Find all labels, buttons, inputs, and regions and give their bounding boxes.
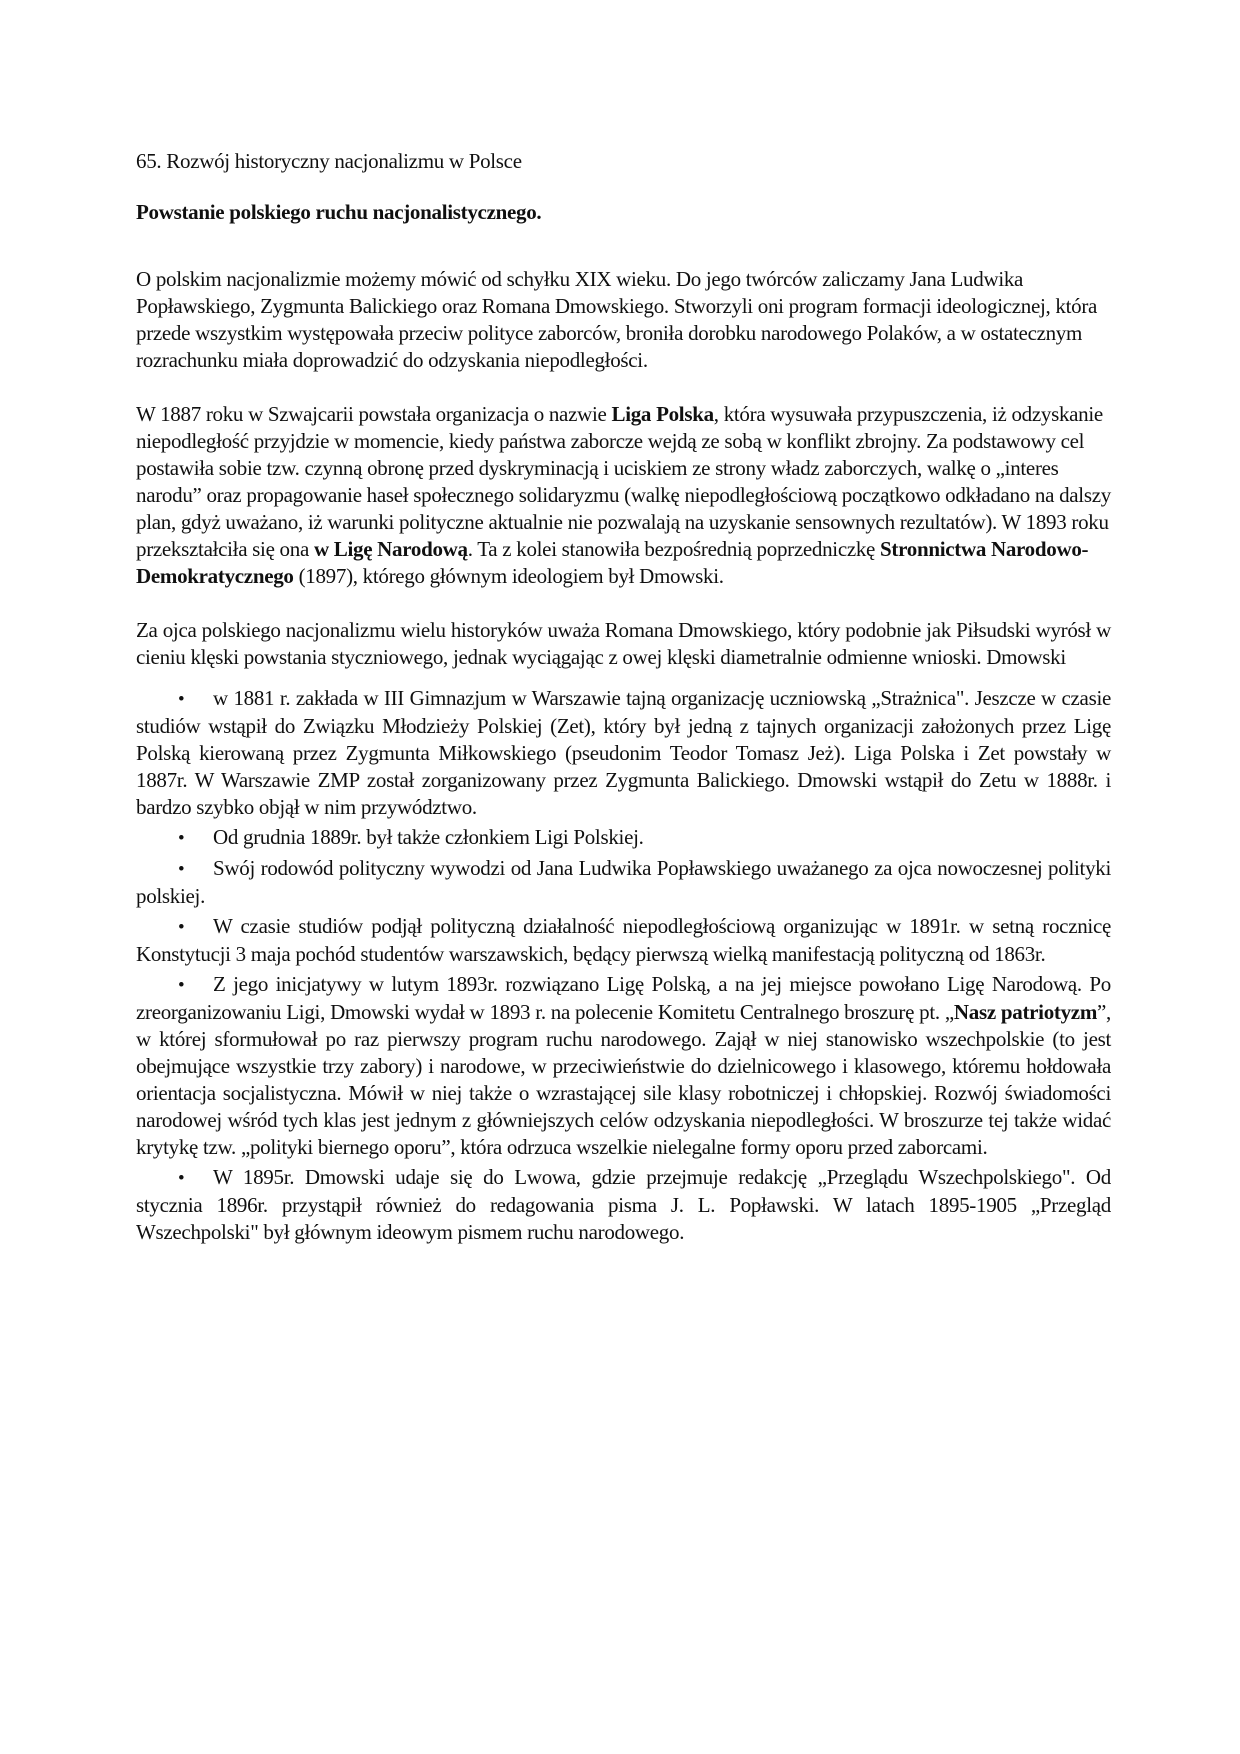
text-run: w 1881 r. zakłada w III Gimnazjum w Warszawie tajną organizację uczniowską „Strażnica". Jeszcze w czasie studiów wstąpił do Związku Młodzieży Polskiej (Zet), który był jedną z tajnych organizacji założonych przez Ligę Polską kierowaną przez Zygmunta Miłkowskiego (pseudonim Teodor Tomasz Jeż). Liga Polska i Zet powstały w 1887r. W Warszawie ZMP został zorganizowany przez Zygmunta Balickiego. Dmowski wstąpił do Zetu w 1888r. i bardzo szybko objął w nim przywództwo. [136,686,1111,819]
text-run: W 1887 roku w Szwajcarii powstała organizacja o nazwie [136,402,612,426]
text-run: (1897), którego głównym ideologiem był Dmowski. [293,564,724,588]
document-title: 65. Rozwój historyczny nacjonalizmu w Polsce [136,149,522,173]
paragraph-liga-polska [136,401,1111,590]
bullet-item-1881 [136,685,1111,821]
text-run: O polskim nacjonalizmie możemy mówić od schyłku XIX wieku. Do jego twórców zaliczamy Jana Ludwika Popławskiego, Zygmunta Balickiego oraz Romana Dmowskiego. Stworzyli oni program formacji ideologicznej, która przede wszystkim występowała przeciw polityce zaborców, broniła dorobku narodowego Polaków, a w ostatecznym rozrachunku miała doprowadzić do odzyskania niepodległości. [136,267,1098,372]
text-run: ”, w której sformułował po raz pierwszy program ruchu narodowego. Zajął w niej stanowisko wszechpolskie (to jest obejmujące wszystkie trzy zabory) i narodowe, w przeciwieństwie do dzielnicowego i klasowego, któremu hołdowała orientacja socjalistyczna. Mówił w niej także o wzrastającej sile klasy robotniczej i chłopskiej. Rozwój świadomości narodowej wśród tych klas jest jednym z główniejszych celów odzyskania niepodległości. W broszurze tej także widać krytykę tzw. „polityki biernego oporu”, która odrzuca wszelkie nielegalne formy oporu przed zaborcami. [136,1000,1111,1159]
text-run: . Ta z kolei stanowiła bezpośrednią poprzedniczkę [467,537,881,561]
paragraph-intro [136,266,1111,374]
bold-text-run: Nasz patriotyzm [953,1000,1098,1024]
bullet-marker-icon: • [178,917,185,938]
document-content [136,148,1111,1246]
bullet-item-1893 [136,971,1111,1161]
text-run: Od grudnia 1889r. był także członkiem Ligi Polskiej. [213,825,644,849]
bullet-marker-icon: • [178,1168,185,1189]
text-run: Za ojca polskiego nacjonalizmu wielu historyków uważa Romana Dmowskiego, który podobnie jak Piłsudski wyrósł w cieniu klęski powstania styczniowego, jednak wyciągając z owej klęski diametralnie odmienne wnioski. Dmowski [136,618,1111,669]
bullet-item-1895 [136,1164,1111,1246]
paragraph-dmowski [136,617,1111,671]
text-run: W 1895r. Dmowski udaje się do Lwowa, gdzie przejmuje redakcję „Przeglądu Wszechpolskiego". Od stycznia 1896r. przystąpił również do redagowania pisma J. L. Popławski. W latach 1895-1905 „Przegląd Wszechpolski" był głównym ideowym pismem ruchu narodowego. [136,1165,1111,1244]
bullet-item-studia [136,913,1111,968]
bullet-marker-icon: • [178,859,185,880]
text-run: Z jego inicjatywy w lutym 1893r. rozwiązano Ligę Polską, a na jej miejsce powołano Ligę Narodową. Po zreorganizowaniu Ligi, Dmowski wydał w 1893 r. na polecenie Komitetu Centralnego broszurę pt. „ [136,972,1111,1024]
section-heading: Powstanie polskiego ruchu nacjonalistycznego. [136,200,542,224]
bold-text-run: w Ligę Narodową [313,537,468,561]
bold-text-run: Stronnictwa Narodowo-Demokratycznego [136,537,1089,588]
bullet-marker-icon: • [178,975,185,996]
text-run: Swój rodowód polityczny wywodzi od Jana Ludwika Popławskiego uważanego za ojca nowoczesnej polityki polskiej. [136,856,1111,908]
bullet-item-1889 [136,824,1111,852]
text-run: W czasie studiów podjął polityczną działalność niepodległościową organizując w 1891r. w setną rocznicę Konstytucji 3 maja pochód studentów warszawskich, będący pierwszą wielką manifestacją polityczną od 1863r. [136,914,1111,966]
bullet-item-rodowod [136,855,1111,910]
bullet-marker-icon: • [178,828,185,849]
text-run: , która wysuwała przypuszczenia, iż odzyskanie niepodległość przyjdzie w momencie, kiedy państwa zaborcze wejdą ze sobą w konflikt zbrojny. Za podstawowy cel postawiła sobie tzw. czynną obronę przed dyskryminacją i uciskiem ze strony władz zaborczych, walkę o „interes narodu” oraz propagowanie haseł społecznego solidaryzmu (walkę niepodległościową początkowo odkładano na dalszy plan, gdyż uważano, iż warunki polityczne aktualnie nie pozwalają na uzyskanie sensownych rezultatów). W 1893 roku przekształciła się ona [136,402,1111,561]
bullet-marker-icon: • [178,689,185,710]
bold-text-run: Liga Polska [611,402,714,426]
